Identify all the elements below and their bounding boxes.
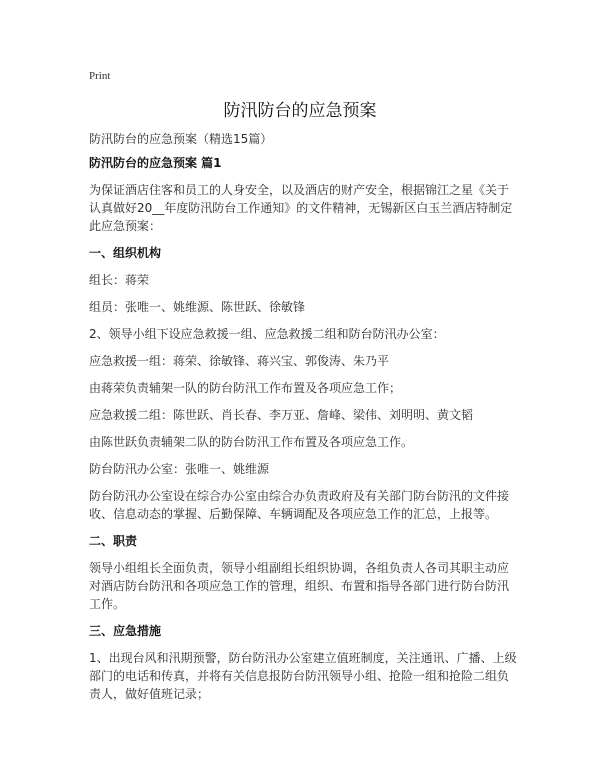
heading-duties: 二、职责 [89, 534, 138, 548]
intro-paragraph: 为保证酒店住客和员工的人身安全，以及酒店的财产安全，根据锦江之星《关于认真做好20__年度防汛防台工作通知》的文件精神，无锡新区白玉兰酒店特制定此应急预案： [89, 183, 513, 233]
heading-organization: 一、组织机构 [89, 246, 162, 260]
section-heading: 防汛防台的应急预案 篇1 [89, 156, 222, 170]
paragraph-team-2-lead: 由陈世跃负责辅架二队的防台防汛工作布置及各项应急工作。 [89, 435, 414, 449]
paragraph-item-2: 2、领导小组下设应急救援一组、应急救援二组和防台防汛办公室： [89, 327, 445, 341]
paragraph-team-1: 应急救援一组：蒋荣、徐敏锋、蒋兴宝、郭俊涛、朱乃平 [89, 354, 390, 368]
paragraph-leader: 组长：蒋荣 [89, 273, 150, 287]
paragraph-members: 组员：张唯一、姚维源、陈世跃、徐敏锋 [89, 300, 306, 314]
paragraph-team-1-lead: 由蒋荣负责辅架一队的防台防汛工作布置及各项应急工作； [89, 381, 402, 395]
paragraph-measure-1: 1、出现台风和汛期预警，防台防汛办公室建立值班制度，关注通讯、广播、上级部门的电话和传真，并将有关信息报防台防汛领导小组、抢险一组和抢险二组负责人，做好值班记录； [89, 651, 517, 701]
page-title: 防汛防台的应急预案 [223, 101, 377, 121]
document-body [89, 130, 519, 712]
heading-measures: 三、应急措施 [89, 624, 162, 638]
document-subtitle: 防汛防台的应急预案（精选15篇） [89, 132, 273, 146]
paragraph-team-2: 应急救援二组：陈世跃、肖长春、李万亚、詹峰、梁伟、刘明明、黄文韬 [89, 408, 474, 422]
paragraph-duties: 领导小组组长全面负责，领导小组副组长组织协调，各组负责人各司其职主动应对酒店防台防汛和各项应急工作的管理，组织、布置和指导各部门进行防台防汛工作。 [89, 561, 510, 611]
print-label: Print [89, 70, 111, 82]
paragraph-office-description: 防台防汛办公室设在综合办公室由综合办负责政府及有关部门防台防汛的文件接收、信息动态的掌握、后勤保障、车辆调配及各项应急工作的汇总，上报等。 [89, 489, 510, 521]
paragraph-office: 防台防汛办公室：张唯一、姚维源 [89, 462, 270, 476]
